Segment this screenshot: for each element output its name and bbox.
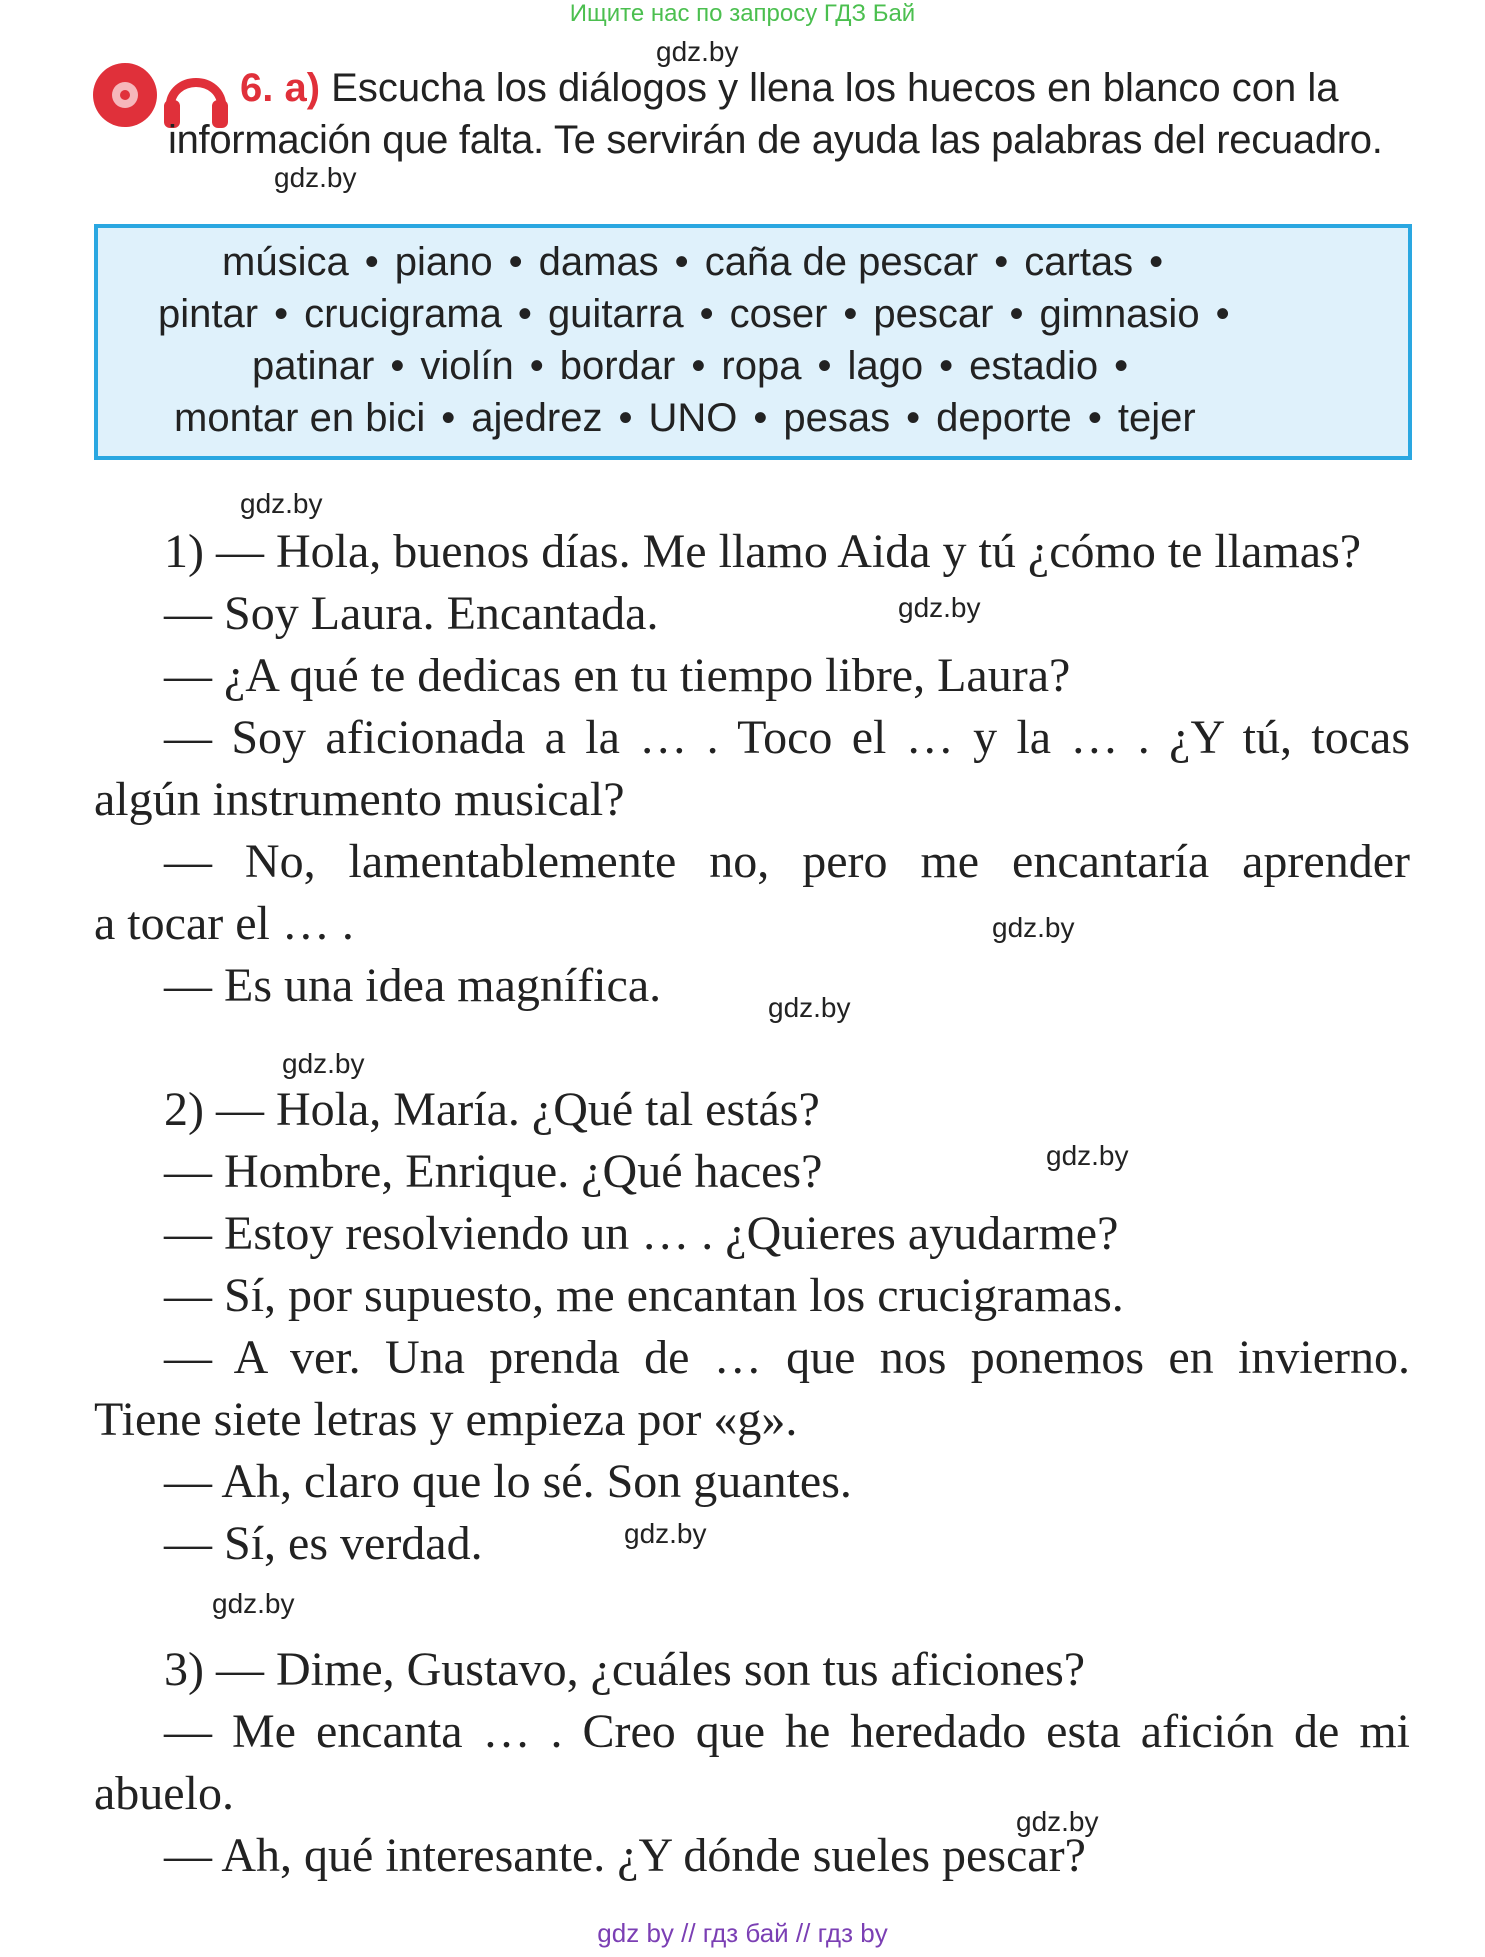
bullet: • <box>364 240 379 284</box>
word: gimnasio <box>1039 292 1200 336</box>
watermark: gdz.by <box>274 162 357 193</box>
word: estadio <box>969 344 1099 388</box>
dialogue-line: — Me encanta … . Creo que he heredado esta afición de mi <box>164 1705 1410 1758</box>
word: pesas <box>783 396 891 440</box>
bullet: • <box>529 344 544 388</box>
bullet: • <box>1009 292 1024 336</box>
dialogue-line: Tiene siete letras y empieza por «g». <box>94 1393 798 1446</box>
bullet: • <box>817 344 832 388</box>
footer: gdz by // гдз бай // гдз by <box>597 1918 888 1948</box>
word: caña de pescar <box>704 240 979 284</box>
watermark: gdz.by <box>898 592 981 623</box>
word: crucigrama <box>304 292 502 336</box>
watermark: gdz.by <box>1016 1806 1099 1837</box>
word: ajedrez <box>471 396 603 440</box>
bullet: • <box>906 396 921 440</box>
bullet: • <box>1114 344 1129 388</box>
dialogue-line: — Soy aficionada a la … . Toco el … y la … . ¿Y tú, tocas <box>164 711 1410 764</box>
word: pescar <box>873 292 994 336</box>
bullet: • <box>939 344 954 388</box>
word-row-4 <box>174 396 1196 441</box>
watermark: gdz.by <box>282 1048 365 1079</box>
dialogue-line: 2) — Hola, María. ¿Qué tal estás? <box>164 1083 820 1136</box>
bullet: • <box>390 344 405 388</box>
dialogue-line: — Hombre, Enrique. ¿Qué haces? <box>164 1145 823 1198</box>
dialogue-line: — Sí, es verdad. <box>164 1517 483 1570</box>
bullet: • <box>441 396 456 440</box>
watermark: gdz.by <box>768 992 851 1023</box>
word: patinar <box>252 344 375 388</box>
cd-icon <box>93 63 157 127</box>
watermark: gdz.by <box>1046 1140 1129 1171</box>
word: tejer <box>1117 396 1196 440</box>
word: violín <box>420 344 514 388</box>
word: guitarra <box>547 292 684 336</box>
bullet: • <box>699 292 714 336</box>
bullet: • <box>517 292 532 336</box>
word: pintar <box>158 292 259 336</box>
watermark: gdz.by <box>624 1518 707 1549</box>
dialogue-line: — ¿A qué te dedicas en tu tiempo libre, Laura? <box>164 649 1071 702</box>
task-line-1 <box>240 66 1338 111</box>
bullet: • <box>274 292 289 336</box>
bullet: • <box>1149 240 1164 284</box>
dialogue-line: — Ah, claro que lo sé. Son guantes. <box>164 1455 852 1508</box>
dialogue-line: — Sí, por supuesto, me encantan los crucigramas. <box>164 1269 1124 1322</box>
dialogue-line: — Soy Laura. Encantada. <box>164 587 659 640</box>
word-row-1 <box>222 240 1179 285</box>
dialogue-line: — Es una idea magnífica. <box>164 959 662 1012</box>
word: UNO <box>648 396 738 440</box>
dialogue-line: 1) — Hola, buenos días. Me llamo Aida y tú ¿cómo te llamas? <box>164 525 1362 578</box>
word: ropa <box>721 344 802 388</box>
dialogue-line: abuelo. <box>94 1767 234 1820</box>
word-row-2 <box>158 292 1246 337</box>
bullet: • <box>674 240 689 284</box>
dialogue-line: — Estoy resolviendo un … . ¿Quieres ayudarme? <box>164 1207 1119 1260</box>
bullet: • <box>1215 292 1230 336</box>
top-banner: Ищите нас по запросу ГДЗ Бай <box>569 0 916 27</box>
watermark: gdz.by <box>212 1588 295 1619</box>
task-text-1: Escucha los diálogos y llena los huecos en blanco con la <box>331 66 1339 110</box>
watermark: gdz.by <box>656 36 739 67</box>
bullet: • <box>843 292 858 336</box>
word-row-3 <box>252 344 1144 389</box>
task-text-2: información que falta. Te servirán de ayuda las palabras del recuadro. <box>168 118 1383 162</box>
dialogue-line: — No, lamentablemente no, pero me encantaría aprender <box>164 835 1410 888</box>
bullet: • <box>1087 396 1102 440</box>
dialogue-line: a tocar el … . <box>94 897 354 950</box>
task-number: 6. a) <box>240 66 321 110</box>
bullet: • <box>753 396 768 440</box>
word: cartas <box>1024 240 1134 284</box>
word: montar en bici <box>174 396 426 440</box>
bullet: • <box>994 240 1009 284</box>
watermark: gdz.by <box>240 488 323 519</box>
word: lago <box>847 344 924 388</box>
dialogue-line: — A ver. Una prenda de … que nos ponemos en invierno. <box>164 1331 1410 1384</box>
dialogue-line: 3) — Dime, Gustavo, ¿cuáles son tus aficiones? <box>164 1643 1086 1696</box>
word: música <box>222 240 349 284</box>
word: piano <box>394 240 493 284</box>
dialogue-line: — Ah, qué interesante. ¿Y dónde sueles pescar? <box>164 1829 1086 1882</box>
word: damas <box>538 240 659 284</box>
watermark: gdz.by <box>992 912 1075 943</box>
bullet: • <box>618 396 633 440</box>
word: coser <box>729 292 828 336</box>
dialogue-line: algún instrumento musical? <box>94 773 625 826</box>
bullet: • <box>691 344 706 388</box>
word: bordar <box>559 344 676 388</box>
bullet: • <box>508 240 523 284</box>
word: deporte <box>936 396 1072 440</box>
